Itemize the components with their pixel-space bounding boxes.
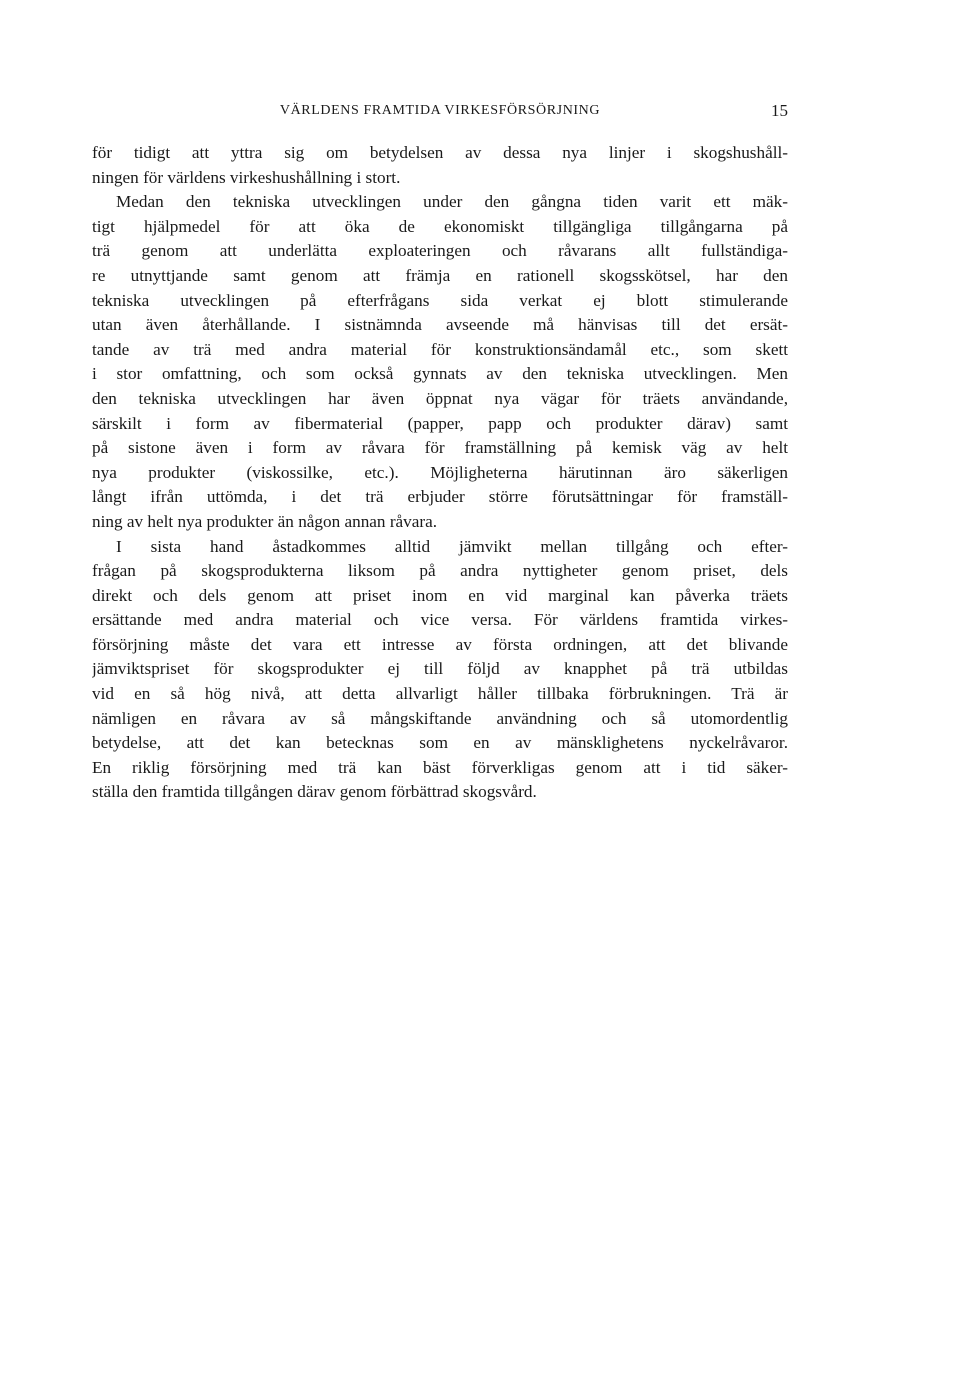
text-line: ning av helt nya produkter än någon annan råvara. xyxy=(92,511,438,531)
text-line: vid en så hög nivå, att detta allvarligt håller tillbaka förbrukningen. Trä är xyxy=(92,684,788,704)
text-line: för tidigt att yttra sig om betydelsen av dessa nya linjer i skogshushåll- xyxy=(92,143,788,162)
text-line: i stor omfattning, och som också gynnats av den tekniska utvecklingen. Men xyxy=(92,364,788,384)
text-line: ställa den framtida tillgången därav genom förbättrad skogsvård. xyxy=(92,782,537,802)
text-line: ersättande med andra material och vice versa. För världens framtida virkes- xyxy=(92,610,788,630)
running-title: VÄRLDENS FRAMTIDA VIRKESFÖRSÖRJNING xyxy=(279,103,601,118)
text-line: långt ifrån uttömda, i det trä erbjuder större förutsättningar för framställ- xyxy=(92,487,788,507)
running-head xyxy=(92,98,788,124)
text-line: tande av trä med andra material för konstruktionsändamål etc., som skett xyxy=(92,339,788,359)
body-text xyxy=(92,141,788,805)
text-line: nya produkter (viskossilke, etc.). Möjligheterna härutinnan äro säkerligen xyxy=(92,462,788,482)
text-line: försörjning måste det vara ett intresse av första ordningen, att det blivande xyxy=(92,634,788,654)
text-line: trä genom att underlätta exploateringen och råvarans allt fullständiga- xyxy=(92,241,788,261)
text-line: tigt hjälpmedel för att öka de ekonomiskt tillgängliga tillgångarna på xyxy=(92,216,788,236)
text-line: ningen för världens virkeshushållning i stort. xyxy=(92,167,401,187)
text-line: den tekniska utvecklingen har även öppnat nya vägar för träets användande, xyxy=(92,388,788,408)
text-line: tekniska utvecklingen på efterfrågans sida verkat ej blott stimulerande xyxy=(92,290,788,310)
page-number: 15 xyxy=(771,101,788,120)
text-line: En riklig försörjning med trä kan bäst förverkligas genom att i tid säker- xyxy=(92,757,788,777)
text-line: re utnyttjande samt genom att främja en rationell skogsskötsel, har den xyxy=(92,265,788,285)
text-line: nämligen en råvara av så mångskiftande användning och så utomordentlig xyxy=(92,708,788,728)
text-line: Medan den tekniska utvecklingen under den gångna tiden varit ett mäk- xyxy=(116,192,788,212)
text-line: på sistone även i form av råvara för framställning på kemisk väg av helt xyxy=(92,438,788,458)
text-line: utan även återhållande. I sistnämnda avseende må hänvisas till det ersät- xyxy=(92,315,788,335)
text-line: jämviktspriset för skogsprodukter ej till följd av knapphet på trä utbildas xyxy=(92,659,788,679)
text-line: direkt och dels genom att priset inom en vid marginal kan påverka träets xyxy=(92,585,788,605)
text-line: frågan på skogsprodukterna liksom på andra nyttigheter genom priset, dels xyxy=(92,561,788,581)
text-line: betydelse, att det kan betecknas som en av mänsklighetens nyckelråvaror. xyxy=(92,733,788,753)
text-line: I sista hand åstadkommes alltid jämvikt mellan tillgång och efter- xyxy=(116,536,788,556)
text-line: särskilt i form av fibermaterial (papper, papp och produkter därav) samt xyxy=(92,413,788,433)
